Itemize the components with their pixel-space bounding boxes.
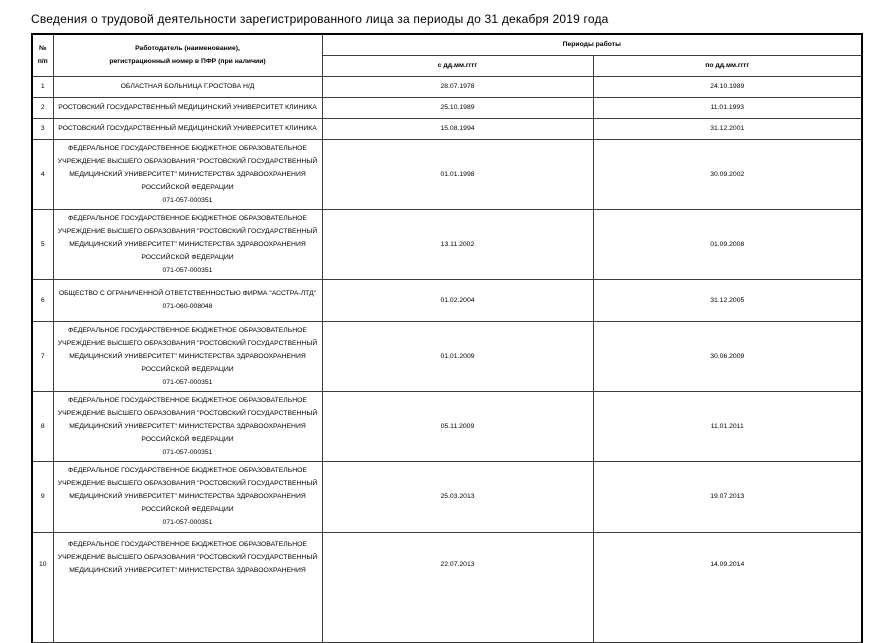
period-from-cell: 25.10.1989 [322, 97, 593, 118]
employer-line: МЕДИЦИНСКИЙ УНИВЕРСИТЕТ" МИНИСТЕРСТВА ЗДРАВООХРАНЕНИЯ [69, 566, 306, 574]
employer-line: ФЕДЕРАЛЬНОЕ ГОСУДАРСТВЕННОЕ БЮДЖЕТНОЕ ОБРАЗОВАТЕЛЬНОЕ [68, 214, 307, 222]
row-number-cell: 5 [32, 209, 53, 279]
employer-cell [53, 97, 322, 118]
employer-line: 071-057-000351 [162, 519, 213, 526]
employer-line: МЕДИЦИНСКИЙ УНИВЕРСИТЕТ" МИНИСТЕРСТВА ЗДРАВООХРАНЕНИЯ [69, 170, 306, 178]
employer-line: 071-057-000351 [162, 448, 213, 456]
row-number-cell: 8 [32, 391, 53, 461]
employer-line: РОССИЙСКОЙ ФЕДЕРАЦИИ [141, 253, 234, 261]
table-row [32, 391, 862, 461]
period-to-cell: 30.09.2002 [593, 139, 862, 209]
period-to-cell: 01.09.2008 [593, 209, 862, 279]
col-header-employer-line2: регистрационный номер в ПФР (при наличии) [109, 58, 266, 66]
employer-cell [53, 139, 322, 209]
col-header-num-line2: п/п [37, 58, 48, 66]
employer-cell [53, 209, 322, 279]
employer-line: УЧРЕЖДЕНИЕ ВЫСШЕГО ОБРАЗОВАНИЯ "РОСТОВСКИЙ ГОСУДАРСТВЕННЫЙ [57, 339, 318, 347]
period-from-cell: 05.11.2009 [322, 391, 593, 461]
employer-line: ФЕДЕРАЛЬНОЕ ГОСУДАРСТВЕННОЕ БЮДЖЕТНОЕ ОБРАЗОВАТЕЛЬНОЕ [68, 467, 307, 474]
row-number-cell: 9 [32, 461, 53, 532]
table-row [32, 118, 862, 139]
period-to-cell: 31.12.2005 [593, 279, 862, 321]
employer-cell [53, 76, 322, 97]
employer-line: УЧРЕЖДЕНИЕ ВЫСШЕГО ОБРАЗОВАНИЯ "РОСТОВСКИЙ ГОСУДАРСТВЕННЫЙ [57, 409, 318, 417]
col-header-periods: Периоды работы [322, 34, 862, 55]
employer-line: УЧРЕЖДЕНИЕ ВЫСШЕГО ОБРАЗОВАНИЯ "РОСТОВСКИЙ ГОСУДАРСТВЕННЫЙ [57, 480, 318, 487]
row-number-cell: 4 [32, 139, 53, 209]
table-row [32, 139, 862, 209]
employer-line: ФЕДЕРАЛЬНОЕ ГОСУДАРСТВЕННОЕ БЮДЖЕТНОЕ ОБРАЗОВАТЕЛЬНОЕ [68, 144, 307, 152]
row-number-cell: 3 [32, 118, 53, 139]
row-number-cell: 6 [32, 279, 53, 321]
period-from-cell: 25.03.2013 [322, 461, 593, 532]
employer-line: МЕДИЦИНСКИЙ УНИВЕРСИТЕТ" МИНИСТЕРСТВА ЗДРАВООХРАНЕНИЯ [69, 493, 306, 500]
employer-line: РОСТОВСКИЙ ГОСУДАРСТВЕННЫЙ МЕДИЦИНСКИЙ УНИВЕРСИТЕТ КЛИНИКА [58, 125, 317, 132]
period-to-cell: 11.01.1993 [593, 97, 862, 118]
employer-line: 071-057-000351 [162, 266, 213, 274]
employer-line: ФЕДЕРАЛЬНОЕ ГОСУДАРСТВЕННОЕ БЮДЖЕТНОЕ ОБРАЗОВАТЕЛЬНОЕ [68, 540, 307, 548]
period-from-cell: 01.02.2004 [322, 279, 593, 321]
employer-cell [53, 461, 322, 532]
employer-line: РОСТОВСКИЙ ГОСУДАРСТВЕННЫЙ МЕДИЦИНСКИЙ УНИВЕРСИТЕТ КЛИНИКА [58, 104, 317, 111]
col-header-period-to: по дд.мм.гггг [593, 55, 862, 76]
period-to-cell: 19.07.2013 [593, 461, 862, 532]
period-to-cell: 30.06.2009 [593, 321, 862, 391]
table-row [32, 279, 862, 321]
employer-cell [53, 279, 322, 321]
table-body [32, 76, 862, 642]
employer-line: РОССИЙСКОЙ ФЕДЕРАЦИИ [141, 506, 234, 513]
employer-line: РОССИЙСКОЙ ФЕДЕРАЦИИ [141, 183, 234, 191]
period-from-cell: 22.07.2013 [322, 532, 593, 642]
employer-line: УЧРЕЖДЕНИЕ ВЫСШЕГО ОБРАЗОВАНИЯ "РОСТОВСКИЙ ГОСУДАРСТВЕННЫЙ [57, 157, 318, 165]
period-from-cell: 01.01.2009 [322, 321, 593, 391]
employer-line: ФЕДЕРАЛЬНОЕ ГОСУДАРСТВЕННОЕ БЮДЖЕТНОЕ ОБРАЗОВАТЕЛЬНОЕ [68, 396, 307, 404]
employer-cell [53, 118, 322, 139]
employer-line: МЕДИЦИНСКИЙ УНИВЕРСИТЕТ" МИНИСТЕРСТВА ЗДРАВООХРАНЕНИЯ [69, 240, 306, 248]
employer-line: МЕДИЦИНСКИЙ УНИВЕРСИТЕТ" МИНИСТЕРСТВА ЗДРАВООХРАНЕНИЯ [69, 422, 306, 430]
col-header-num [32, 34, 53, 76]
row-number-cell: 7 [32, 321, 53, 391]
employer-line: МЕДИЦИНСКИЙ УНИВЕРСИТЕТ" МИНИСТЕРСТВА ЗДРАВООХРАНЕНИЯ [69, 352, 306, 360]
employer-line: 071-057-000351 [162, 378, 213, 386]
employer-line: ОБЩЕСТВО С ОГРАНИЧЕННОЙ ОТВЕТСТВЕННОСТЬЮ ФИРМА "АССТРА-ЛТД" [58, 290, 317, 297]
period-from-cell: 15.08.1994 [322, 118, 593, 139]
employer-line: УЧРЕЖДЕНИЕ ВЫСШЕГО ОБРАЗОВАНИЯ "РОСТОВСКИЙ ГОСУДАРСТВЕННЫЙ [57, 553, 318, 561]
table-row [32, 461, 862, 532]
table-row [32, 97, 862, 118]
employer-line: 071-060-008048 [162, 303, 213, 310]
period-from-cell: 28.07.1978 [322, 76, 593, 97]
row-number-cell: 10 [32, 532, 53, 642]
period-to-cell: 14.09.2014 [593, 532, 862, 642]
period-to-cell: 11.01.2011 [593, 391, 862, 461]
table-row [32, 532, 862, 642]
period-from-cell: 01.01.1998 [322, 139, 593, 209]
page-title: Сведения о трудовой деятельности зарегистрированного лица за периоды до 31 декабря 2019 года [31, 12, 609, 26]
table-header [32, 34, 862, 76]
employer-line: УЧРЕЖДЕНИЕ ВЫСШЕГО ОБРАЗОВАНИЯ "РОСТОВСКИЙ ГОСУДАРСТВЕННЫЙ [57, 227, 318, 235]
employer-line: ФЕДЕРАЛЬНОЕ ГОСУДАРСТВЕННОЕ БЮДЖЕТНОЕ ОБРАЗОВАТЕЛЬНОЕ [68, 326, 307, 334]
table-row [32, 76, 862, 97]
header-row-top [32, 34, 862, 55]
employer-cell [53, 532, 322, 642]
col-header-period-from: с дд.мм.гггг [322, 55, 593, 76]
row-number-cell: 2 [32, 97, 53, 118]
period-to-cell: 24.10.1989 [593, 76, 862, 97]
period-from-cell: 13.11.2002 [322, 209, 593, 279]
table-row [32, 209, 862, 279]
employer-line: 071-057-000351 [162, 196, 213, 204]
col-header-employer [53, 34, 322, 76]
employer-cell [53, 321, 322, 391]
employer-cell [53, 391, 322, 461]
work-periods-table [31, 33, 863, 643]
col-header-num-line1: № [38, 45, 47, 53]
table-row [32, 321, 862, 391]
col-header-employer-line1: Работодатель (наименование), [135, 45, 240, 53]
employer-line: ОБЛАСТНАЯ БОЛЬНИЦА Г.РОСТОВА Н/Д [120, 83, 255, 90]
employer-line: РОССИЙСКОЙ ФЕДЕРАЦИИ [141, 435, 234, 443]
period-to-cell: 31.12.2001 [593, 118, 862, 139]
employer-line: РОССИЙСКОЙ ФЕДЕРАЦИИ [141, 365, 234, 373]
row-number-cell: 1 [32, 76, 53, 97]
